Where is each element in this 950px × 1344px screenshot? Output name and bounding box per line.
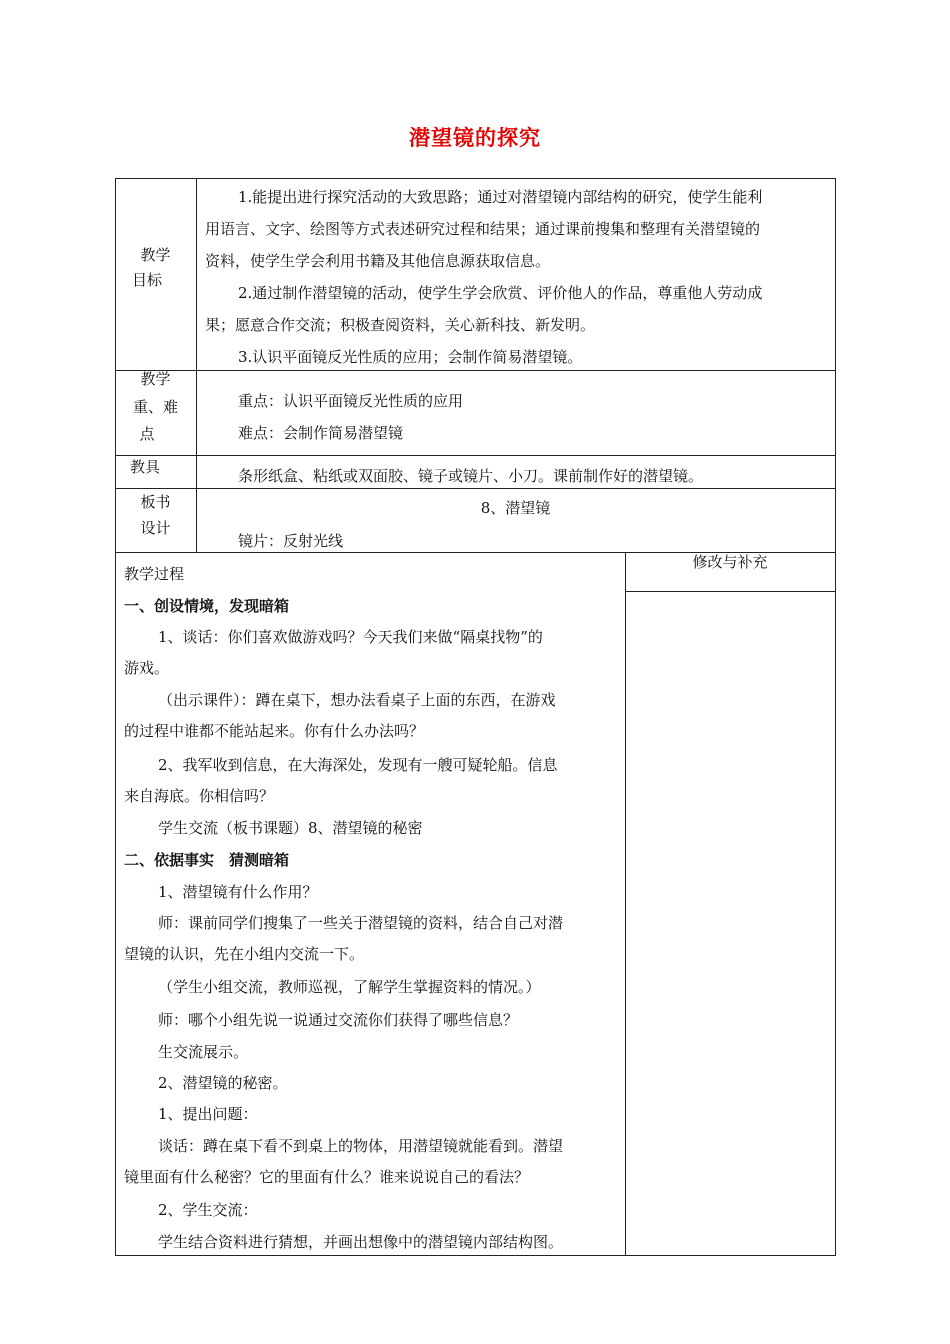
board-text: 镜片：反射光线 <box>238 532 344 550</box>
process-line-9: 二、依据事实 猜测暗箱 <box>124 851 290 869</box>
goals-line-2: 用语言、文字、绘图等方式表述研究过程和结果；通过课前搜集和整理有关潜望镜的 <box>205 220 761 238</box>
goals-line-3: 资料，使学生学会利用书籍及其他信息源获取信息。 <box>205 252 551 270</box>
process-side-header: 修改与补充 <box>692 553 768 571</box>
goals-line-5: 果；愿意合作交流；积极查阅资料，关心新科技、新发明。 <box>205 316 596 334</box>
goals-line-4: 2.通过制作潜望镜的活动，使学生学会欣赏、评价他人的作品，尊重他人劳动成 <box>238 284 763 302</box>
row-divider-tools <box>115 488 835 489</box>
keypoints-line-1: 重点：认识平面镜反光性质的应用 <box>238 392 464 410</box>
table-border-bottom <box>115 1255 835 1256</box>
process-line-14: 师：哪个小组先说一说通过交流你们获得了哪些信息？ <box>158 1011 519 1029</box>
tools-label: 教具 <box>130 458 161 476</box>
process-line-16: 2、潜望镜的秘密。 <box>158 1074 288 1092</box>
keypoints-line-2: 难点：会制作简易潜望镜 <box>238 424 404 442</box>
process-line-17: 1、提出问题： <box>158 1105 258 1123</box>
keypoints-label-line-3: 点 <box>139 425 155 443</box>
process-line-13: （学生小组交流，教师巡视，了解学生掌握资料的情况。） <box>158 978 541 996</box>
process-line-11: 师：课前同学们搜集了一些关于潜望镜的资料，结合自己对潜 <box>158 914 564 932</box>
process-line-1: 一、创设情境，发现暗箱 <box>124 597 290 615</box>
process-line-5: 的过程中谁都不能站起来。你有什么办法吗？ <box>124 722 425 740</box>
row-divider-goals <box>115 370 835 371</box>
keypoints-label-line-1: 教学 <box>140 370 171 388</box>
process-line-15: 生交流展示。 <box>158 1043 249 1061</box>
board-heading: 8、潜望镜 <box>480 499 551 517</box>
tools-text: 条形纸盒、粘纸或双面胶、镜子或镜片、小刀。课前制作好的潜望镜。 <box>238 467 704 485</box>
process-line-18: 谈话：蹲在桌下看不到桌上的物体，用潜望镜就能看到。潜望 <box>158 1137 564 1155</box>
label-column-divider <box>196 178 197 553</box>
table-border-left <box>115 178 116 1256</box>
process-line-20: 2、学生交流： <box>158 1201 258 1219</box>
process-line-21: 学生结合资料进行猜想，并画出想像中的潜望镜内部结构图。 <box>158 1233 564 1251</box>
process-line-10: 1、潜望镜有什么作用？ <box>158 883 318 901</box>
process-line-2: 1、谈话：你们喜欢做游戏吗？今天我们来做“隔桌找物”的 <box>158 628 543 646</box>
process-line-6: 2、我军收到信息，在大海深处，发现有一艘可疑轮船。信息 <box>158 756 558 774</box>
process-line-7: 来自海底。你相信吗？ <box>124 787 275 805</box>
table-border-top <box>115 178 835 179</box>
process-header: 教学过程 <box>124 565 185 583</box>
process-line-4: （出示课件）：蹲在桌下，想办法看桌子上面的东西，在游戏 <box>158 691 556 709</box>
document-title: 潜望镜的探究 <box>409 126 541 150</box>
process-line-3: 游戏。 <box>124 659 170 677</box>
goals-line-1: 1.能提出进行探究活动的大致思路；通过对潜望镜内部结构的研究，使学生能利 <box>238 188 763 206</box>
process-line-8: 学生交流（板书课题）8、潜望镜的秘密 <box>158 819 423 837</box>
row-divider-keypoints <box>115 455 835 456</box>
board-label-line-2: 设计 <box>140 519 171 537</box>
keypoints-label-line-2: 重、难 <box>132 398 178 416</box>
table-border-right <box>835 178 836 1256</box>
board-label-line-1: 板书 <box>140 493 171 511</box>
goals-label-line-2: 目标 <box>132 271 163 289</box>
process-line-19: 镜里面有什么秘密？它的里面有什么？谁来说说自己的看法？ <box>124 1168 530 1186</box>
goals-label-line-1: 教学 <box>140 246 171 264</box>
side-header-divider <box>625 591 835 592</box>
process-line-12: 望镜的认识，先在小组内交流一下。 <box>124 945 365 963</box>
goals-line-6: 3.认识平面镜反光性质的应用；会制作简易潜望镜。 <box>238 348 583 366</box>
process-column-divider <box>625 552 626 1256</box>
